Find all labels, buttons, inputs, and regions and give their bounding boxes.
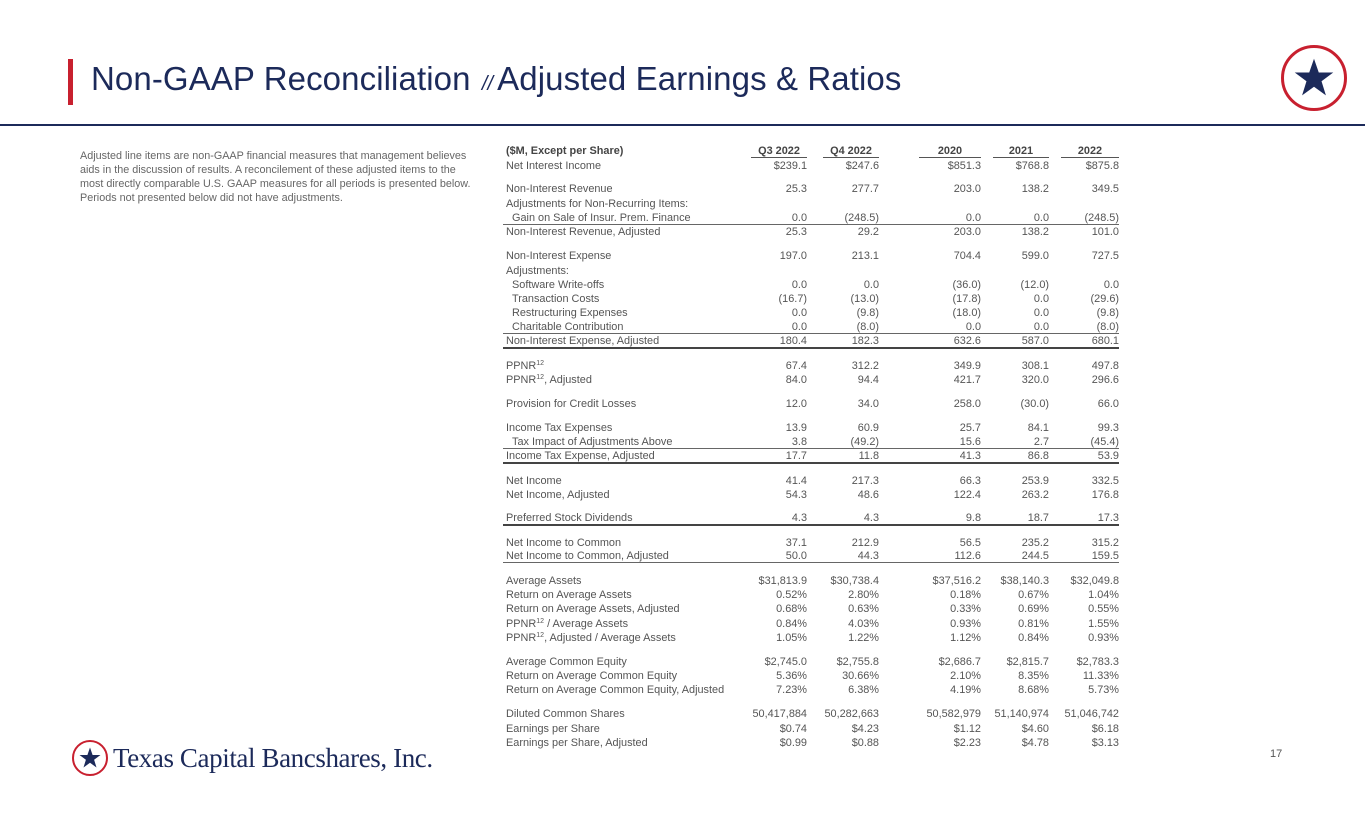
cell-value: 37.1 (785, 536, 807, 549)
cell-value: 3.8 (751, 434, 807, 448)
row-label: Earnings per Share, Adjusted (506, 736, 648, 749)
cell-value: 315.2 (1091, 536, 1119, 549)
row-label: Income Tax Expenses (506, 422, 613, 435)
cell-value: 30.66% (842, 670, 879, 683)
cell-value: 235.2 (1021, 536, 1049, 549)
cell-value: (9.8) (856, 307, 879, 320)
cell-value: 25.3 (785, 226, 807, 239)
row-label: PPNR$^{12}$ / Average Assets (506, 617, 629, 630)
cell-value: 5.36% (776, 670, 807, 683)
cell-value: 34.0 (857, 398, 879, 411)
intro-note: Adjusted line items are non-GAAP financial measures that management believes aids in the discussion of results. A reconcilement of these adjusted items to the most directly comparable U.S. GAAP measures for all periods is presented below. Periods not presented below did not have adjustments. (80, 150, 471, 204)
cell-value: (29.6) (1090, 293, 1119, 306)
table-row (503, 291, 1119, 305)
cell-value: $875.8 (1085, 159, 1119, 172)
table-row (503, 706, 1119, 720)
company-name: Texas Capital Bancshares, Inc. (113, 742, 433, 773)
cell-value: $37,516.2 (932, 574, 981, 587)
cell-value: 15.6 (919, 434, 981, 448)
row-label: Preferred Stock Dividends (503, 510, 751, 524)
row-label: PPNR$^{12}$, Adjusted (506, 374, 592, 387)
cell-value: 11.33% (1082, 670, 1119, 683)
cell-value: $0.74 (779, 722, 807, 735)
row-label: Non-Interest Revenue, Adjusted (506, 226, 661, 239)
cell-value: 86.8 (993, 448, 1049, 462)
page-title (91, 60, 901, 98)
footer-star-badge (72, 740, 108, 776)
cell-value: 4.3 (751, 510, 807, 524)
cell-value: 203.0 (953, 183, 981, 196)
cell-value: 0.33% (950, 603, 981, 616)
column-header-2022: 2022 (1061, 143, 1119, 157)
table-row (503, 487, 1119, 501)
cell-value: 0.0 (1033, 307, 1049, 320)
cell-value: 41.4 (785, 474, 807, 487)
cell-value: 312.2 (851, 359, 879, 372)
title-accent-bar (68, 59, 73, 105)
cell-value: 349.5 (1091, 183, 1119, 196)
cell-value: 0.0 (1103, 278, 1119, 291)
cell-value: $2,686.7 (938, 655, 981, 668)
cell-value: (18.0) (952, 307, 981, 320)
cell-value: 1.05% (776, 631, 807, 644)
table-row (503, 372, 1119, 386)
cell-value: $6.18 (1091, 722, 1119, 735)
title-separator: // (481, 73, 494, 95)
table-row (503, 735, 1119, 749)
cell-value: (16.7) (778, 293, 807, 306)
cell-value: 332.5 (1091, 474, 1119, 487)
cell-value: $4.60 (1021, 722, 1049, 735)
cell-value: (49.2) (823, 434, 879, 448)
cell-value: 51,046,742 (1064, 708, 1119, 721)
table-row (503, 630, 1119, 644)
cell-value: 101.0 (1091, 226, 1119, 239)
row-label: Net Income to Common (506, 536, 622, 549)
cell-value: 296.6 (1091, 374, 1119, 387)
cell-value: 320.0 (1021, 374, 1049, 387)
cell-value: 0.63% (848, 603, 879, 616)
table-row (503, 420, 1119, 434)
cell-value: 56.5 (959, 536, 981, 549)
cell-value: 138.2 (1021, 226, 1049, 239)
cell-value: 1.22% (848, 631, 879, 644)
cell-value: 497.8 (1091, 359, 1119, 372)
cell-value: $4.78 (1021, 736, 1049, 749)
cell-value: $247.6 (845, 159, 879, 172)
row-label: Average Common Equity (506, 655, 627, 668)
cell-value: $239.1 (773, 159, 807, 172)
cell-value: 680.1 (1061, 334, 1119, 348)
cell-value: 0.18% (950, 589, 981, 602)
table-row (503, 334, 1119, 348)
cell-value: (30.0) (1020, 398, 1049, 411)
cell-value: 25.3 (785, 183, 807, 196)
cell-value: (8.0) (1061, 319, 1119, 333)
cell-value: 263.2 (1021, 488, 1049, 501)
cell-value: 17.7 (751, 448, 807, 462)
cell-value: $0.99 (779, 736, 807, 749)
star-icon (1292, 56, 1336, 100)
cell-value: (9.8) (1096, 307, 1119, 320)
cell-value: 2.80% (848, 589, 879, 602)
table-row (503, 358, 1119, 372)
cell-value: 599.0 (1021, 250, 1049, 263)
cell-value: (248.5) (823, 210, 879, 224)
cell-value: (12.0) (1020, 278, 1049, 291)
cell-value: 0.0 (751, 210, 807, 224)
cell-value: $2,783.3 (1076, 655, 1119, 668)
cell-value: $2,745.0 (764, 655, 807, 668)
row-label: Tax Impact of Adjustments Above (503, 434, 751, 448)
table-row (503, 472, 1119, 486)
title-part-2: Adjusted Earnings & Ratios (497, 60, 902, 97)
table-row (503, 654, 1119, 668)
row-label: PPNR$^{12}$ (506, 359, 545, 372)
cell-value: 704.4 (953, 250, 981, 263)
cell-value: $30,738.4 (830, 574, 879, 587)
row-label: Non-Interest Expense, Adjusted (503, 334, 751, 348)
row-label: Net Income, Adjusted (506, 488, 610, 501)
cell-value: 50,282,663 (824, 708, 879, 721)
cell-value: 66.0 (1097, 398, 1119, 411)
column-header-label: ($M, Except per Share) (506, 145, 624, 158)
cell-value: 12.0 (785, 398, 807, 411)
cell-value: 1.55% (1088, 617, 1119, 630)
row-label: Adjustments for Non-Recurring Items: (506, 197, 689, 210)
row-label: Software Write-offs (512, 278, 605, 291)
cell-value: 8.35% (1018, 670, 1049, 683)
row-label: Income Tax Expense, Adjusted (503, 448, 751, 462)
table-row (503, 195, 1119, 209)
cell-value: 0.0 (919, 319, 981, 333)
reconciliation-table (503, 143, 1119, 749)
footer-logo (72, 740, 433, 776)
row-label: Net Income (506, 474, 562, 487)
table-row (503, 305, 1119, 319)
row-label: Return on Average Assets (506, 589, 632, 602)
cell-value: 0.0 (863, 278, 879, 291)
table-row (503, 615, 1119, 629)
star-icon (78, 746, 102, 770)
cell-value: 0.0 (791, 307, 807, 320)
cell-value: 4.3 (823, 510, 879, 524)
cell-value: $2.23 (953, 736, 981, 749)
cell-value: 50.0 (751, 549, 807, 563)
cell-value: 0.84% (776, 617, 807, 630)
row-label: Gain on Sale of Insur. Prem. Finance (503, 210, 751, 224)
cell-value: 0.0 (791, 278, 807, 291)
table-row (503, 319, 1119, 333)
column-header-2020: 2020 (919, 143, 981, 157)
cell-value: 9.8 (919, 510, 981, 524)
row-label: Charitable Contribution (503, 319, 751, 333)
cell-value: $851.3 (947, 159, 981, 172)
cell-value: 0.0 (993, 210, 1049, 224)
cell-value: 13.9 (785, 422, 807, 435)
header-divider (0, 124, 1365, 126)
row-label: Average Assets (506, 574, 582, 587)
cell-value: 253.9 (1021, 474, 1049, 487)
table-row (503, 224, 1119, 238)
cell-value: 4.19% (950, 684, 981, 697)
table-row (503, 396, 1119, 410)
cell-value: $0.88 (851, 736, 879, 749)
cell-value: 51,140,974 (994, 708, 1049, 721)
table-row (503, 720, 1119, 734)
cell-value: 66.3 (959, 474, 981, 487)
cell-value: $2,755.8 (836, 655, 879, 668)
cell-value: 0.0 (751, 319, 807, 333)
cell-value: (45.4) (1061, 434, 1119, 448)
cell-value: (248.5) (1061, 210, 1119, 224)
row-label: Non-Interest Expense (506, 250, 612, 263)
cell-value: 308.1 (1021, 359, 1049, 372)
cell-value: 0.55% (1088, 603, 1119, 616)
cell-value: 0.0 (919, 210, 981, 224)
cell-value: 0.52% (776, 589, 807, 602)
row-label: Return on Average Common Equity (506, 670, 678, 683)
cell-value: 0.93% (950, 617, 981, 630)
cell-value: 18.7 (993, 510, 1049, 524)
table-row (503, 210, 1119, 224)
title-part-1: Non-GAAP Reconciliation (91, 60, 471, 97)
row-label: Return on Average Common Equity, Adjusted (506, 684, 725, 697)
table-row (503, 262, 1119, 276)
cell-value: 94.4 (857, 374, 879, 387)
cell-value: 25.7 (959, 422, 981, 435)
cell-value: 0.0 (1033, 293, 1049, 306)
cell-value: 67.4 (785, 359, 807, 372)
cell-value: 0.81% (1018, 617, 1049, 630)
row-label: Return on Average Assets, Adjusted (506, 603, 680, 616)
cell-value: $3.13 (1091, 736, 1119, 749)
row-label: Provision for Credit Losses (506, 398, 637, 411)
cell-value: $2,815.7 (1006, 655, 1049, 668)
cell-value: 41.3 (919, 448, 981, 462)
cell-value: 48.6 (857, 488, 879, 501)
cell-value: 197.0 (779, 250, 807, 263)
cell-value: 99.3 (1097, 422, 1119, 435)
cell-value: 203.0 (953, 226, 981, 239)
column-header-2021: 2021 (993, 143, 1049, 157)
table-row (503, 157, 1119, 171)
row-label: Adjustments: (506, 264, 569, 277)
cell-value: 2.10% (950, 670, 981, 683)
cell-value: 587.0 (993, 334, 1049, 348)
row-label: Non-Interest Revenue (506, 183, 613, 196)
table-row (503, 434, 1119, 448)
cell-value: 112.6 (919, 549, 981, 563)
cell-value: 632.6 (919, 334, 981, 348)
cell-value: 50,417,884 (752, 708, 807, 721)
cell-value: 44.3 (823, 549, 879, 563)
table-row (503, 587, 1119, 601)
cell-value: 277.7 (851, 183, 879, 196)
cell-value: $1.12 (953, 722, 981, 735)
cell-value: 53.9 (1061, 448, 1119, 462)
row-label: Restructuring Expenses (512, 307, 628, 320)
column-header-q4-2022: Q4 2022 (823, 143, 879, 157)
cell-value: 0.69% (1018, 603, 1049, 616)
cell-value: $31,813.9 (758, 574, 807, 587)
cell-value: 182.3 (823, 334, 879, 348)
table-row (503, 448, 1119, 462)
cell-value: 217.3 (851, 474, 879, 487)
cell-value: 1.12% (950, 631, 981, 644)
cell-value: 176.8 (1091, 488, 1119, 501)
cell-value: (8.0) (823, 319, 879, 333)
cell-value: 349.9 (953, 359, 981, 372)
table-row (503, 277, 1119, 291)
cell-value: 0.93% (1088, 631, 1119, 644)
cell-value: 122.4 (953, 488, 981, 501)
cell-value: 50,582,979 (926, 708, 981, 721)
cell-value: 421.7 (953, 374, 981, 387)
cell-value: 7.23% (776, 684, 807, 697)
row-label: Transaction Costs (512, 293, 600, 306)
cell-value: 159.5 (1061, 549, 1119, 563)
cell-value: 5.73% (1088, 684, 1119, 697)
table-row (503, 181, 1119, 195)
table-header-row (503, 143, 1119, 157)
cell-value: $32,049.8 (1070, 574, 1119, 587)
row-label: Earnings per Share (506, 722, 600, 735)
cell-value: 258.0 (953, 398, 981, 411)
cell-value: 6.38% (848, 684, 879, 697)
cell-value: 84.1 (1027, 422, 1049, 435)
cell-value: 4.03% (848, 617, 879, 630)
table-row (503, 668, 1119, 682)
row-label: PPNR$^{12}$, Adjusted / Average Assets (506, 631, 676, 644)
cell-value: 1.04% (1088, 589, 1119, 602)
cell-value: (36.0) (952, 278, 981, 291)
cell-value: 138.2 (1021, 183, 1049, 196)
row-label: Net Interest Income (506, 159, 602, 172)
cell-value: 727.5 (1091, 250, 1119, 263)
cell-value: 212.9 (851, 536, 879, 549)
table-row (503, 510, 1119, 524)
cell-value: 11.8 (823, 448, 879, 462)
cell-value: (17.8) (952, 293, 981, 306)
cell-value: 180.4 (751, 334, 807, 348)
cell-value: 0.68% (776, 603, 807, 616)
cell-value: 29.2 (857, 226, 879, 239)
table-row (503, 682, 1119, 696)
cell-value: 0.0 (993, 319, 1049, 333)
brand-logo (1281, 45, 1347, 111)
table-row (503, 248, 1119, 262)
cell-value: 17.3 (1061, 510, 1119, 524)
page-number: 17 (1270, 748, 1283, 760)
cell-value: 8.68% (1018, 684, 1049, 697)
table-row (503, 549, 1119, 563)
cell-value: (13.0) (850, 293, 879, 306)
table-row (503, 572, 1119, 586)
cell-value: 0.67% (1018, 589, 1049, 602)
cell-value: 54.3 (785, 488, 807, 501)
column-header-q3-2022: Q3 2022 (751, 143, 807, 157)
cell-value: $4.23 (851, 722, 879, 735)
row-label: Diluted Common Shares (506, 708, 625, 721)
cell-value: 213.1 (851, 250, 879, 263)
table-row (503, 601, 1119, 615)
row-label: Net Income to Common, Adjusted (503, 549, 751, 563)
table-row (503, 534, 1119, 548)
cell-value: $38,140.3 (1000, 574, 1049, 587)
cell-value: 2.7 (993, 434, 1049, 448)
cell-value: 60.9 (857, 422, 879, 435)
cell-value: 0.84% (1018, 631, 1049, 644)
cell-value: 244.5 (993, 549, 1049, 563)
cell-value: 84.0 (785, 374, 807, 387)
cell-value: $768.8 (1015, 159, 1049, 172)
